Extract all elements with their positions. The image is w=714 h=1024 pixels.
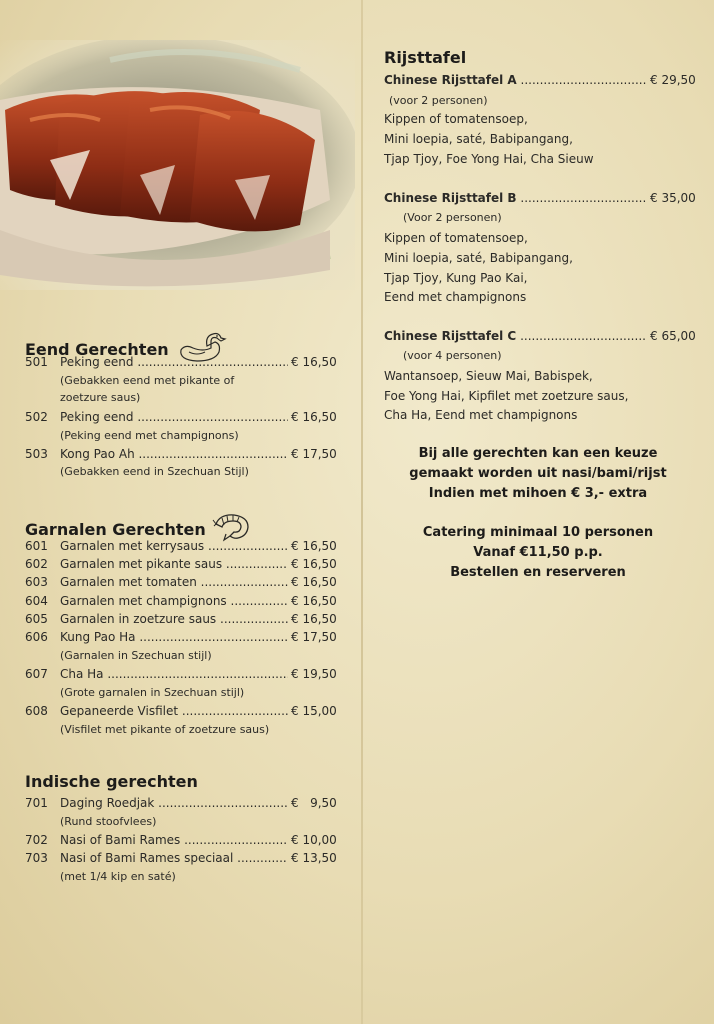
eend-section-title: Eend Gerechten (25, 330, 227, 368)
rijsttafel-b (384, 189, 696, 207)
rijsttafel-a (384, 71, 696, 89)
choice-info (380, 444, 696, 504)
item-price: € 35,00 (650, 191, 696, 205)
info-line: Bij alle gerechten kan een keuze (418, 446, 658, 461)
menu-item-603 (25, 574, 355, 590)
item-description: Tjap Tjoy, Foe Yong Hai, Cha Sieuw (384, 152, 594, 166)
item-persons: (Voor 2 personen) (403, 211, 502, 224)
item-price: € 15,00 (291, 704, 337, 718)
item-description: Kippen of tomatensoep, (384, 231, 528, 245)
item-description: Eend met champignons (384, 290, 527, 304)
item-note: (Peking eend met champignons) (60, 429, 239, 442)
info-line: gemaakt worden uit nasi/bami/rijst (409, 466, 667, 481)
menu-item-501 (25, 354, 355, 370)
info-line: Vanaf €11,50 p.p. (473, 545, 603, 560)
item-note: (Gebakken eend met pikante of (60, 374, 235, 387)
rijsttafel-section-title: Rijsttafel (384, 48, 467, 67)
item-number: 606 (25, 630, 48, 644)
item-number: 603 (25, 575, 48, 589)
item-number: 502 (25, 410, 48, 424)
item-description: Tjap Tjoy, Kung Pao Kai, (384, 271, 528, 285)
item-note: zoetzure saus) (60, 391, 141, 404)
menu-item-703 (25, 850, 355, 866)
item-name: Nasi of Bami Rames speciaal ..... (60, 850, 288, 866)
item-name: Garnalen met pikante saus ..... (60, 556, 288, 572)
item-number: 701 (25, 796, 48, 810)
item-number: 604 (25, 594, 48, 608)
menu-item-601 (25, 538, 355, 554)
item-description: Kippen of tomatensoep, (384, 112, 528, 126)
item-price: € 16,50 (291, 557, 337, 571)
item-name: Garnalen in zoetzure saus ..... (60, 611, 288, 627)
page-fold (361, 0, 363, 1024)
item-persons: (voor 4 personen) (403, 349, 502, 362)
item-price: € 17,50 (291, 447, 337, 461)
item-note: (Visfilet met pikante of zoetzure saus) (60, 723, 270, 736)
item-name: Chinese Rijsttafel C ..... (384, 327, 646, 345)
menu-item-606 (25, 629, 355, 645)
item-note: (Rund stoofvlees) (60, 815, 157, 828)
item-name: Garnalen met champignons ..... (60, 593, 288, 609)
menu-item-604 (25, 593, 355, 609)
peking-duck-photo (0, 40, 355, 290)
item-price: € 29,50 (650, 73, 696, 87)
menu-item-502 (25, 409, 355, 425)
item-price: € 19,50 (291, 667, 337, 681)
item-name: Garnalen met kerrysaus ..... (60, 538, 288, 554)
item-price: € 16,50 (291, 612, 337, 626)
menu-item-503 (25, 446, 355, 462)
item-price: € 17,50 (291, 630, 337, 644)
item-number: 702 (25, 833, 48, 847)
item-price: € 16,50 (291, 575, 337, 589)
info-line: Catering minimaal 10 personen (422, 525, 654, 540)
item-price: € 16,50 (291, 355, 337, 369)
item-number: 503 (25, 447, 48, 461)
item-description: Wantansoep, Sieuw Mai, Babispek, (384, 369, 593, 383)
item-number: 601 (25, 539, 48, 553)
menu-item-602 (25, 556, 355, 572)
menu-item-605 (25, 611, 355, 627)
item-persons: (voor 2 personen) (389, 94, 488, 107)
item-price: € 65,00 (650, 329, 696, 343)
item-number: 602 (25, 557, 48, 571)
menu-item-702 (25, 832, 355, 848)
item-name: Kung Pao Ha ..... (60, 629, 288, 645)
item-description: Mini loepia, saté, Babipangang, (384, 132, 573, 146)
item-price: € 9,50 (291, 796, 337, 810)
item-price: € 16,50 (291, 594, 337, 608)
item-name: Chinese Rijsttafel A ..... (384, 71, 646, 89)
item-note: (met 1/4 kip en saté) (60, 870, 176, 883)
item-note: (Grote garnalen in Szechuan stijl) (60, 686, 245, 699)
item-number: 501 (25, 355, 48, 369)
item-number: 608 (25, 704, 48, 718)
item-number: 605 (25, 612, 48, 626)
item-name: Chinese Rijsttafel B ..... (384, 189, 646, 207)
info-line: Bestellen en reserveren (450, 565, 626, 580)
menu-item-607 (25, 666, 355, 682)
item-name: Peking eend ..... (60, 409, 288, 425)
item-number: 703 (25, 851, 48, 865)
item-price: € 16,50 (291, 539, 337, 553)
rijsttafel-c (384, 327, 696, 345)
menu-item-608 (25, 703, 355, 719)
indisch-section-title: Indische gerechten (25, 772, 198, 791)
item-name: Peking eend ..... (60, 354, 288, 370)
menu-item-701 (25, 795, 355, 811)
item-note: (Garnalen in Szechuan stijl) (60, 649, 212, 662)
item-price: € 13,50 (291, 851, 337, 865)
item-description: Foe Yong Hai, Kipfilet met zoetzure saus, (384, 389, 629, 403)
item-name: Cha Ha ..... (60, 666, 288, 682)
item-name: Nasi of Bami Rames ..... (60, 832, 288, 848)
item-price: € 10,00 (291, 833, 337, 847)
item-number: 607 (25, 667, 48, 681)
item-note: (Gebakken eend in Szechuan Stijl) (60, 465, 249, 478)
item-name: Gepaneerde Visfilet ..... (60, 703, 288, 719)
item-description: Mini loepia, saté, Babipangang, (384, 251, 573, 265)
info-line: Indien met mihoen € 3,- extra (428, 486, 648, 501)
item-name: Garnalen met tomaten ..... (60, 574, 288, 590)
item-price: € 16,50 (291, 410, 337, 424)
item-name: Kong Pao Ah ..... (60, 446, 288, 462)
item-name: Daging Roedjak ..... (60, 795, 288, 811)
catering-info (380, 523, 696, 583)
item-description: Cha Ha, Eend met champignons (384, 408, 578, 422)
garnalen-section-title: Garnalen Gerechten (25, 512, 252, 546)
